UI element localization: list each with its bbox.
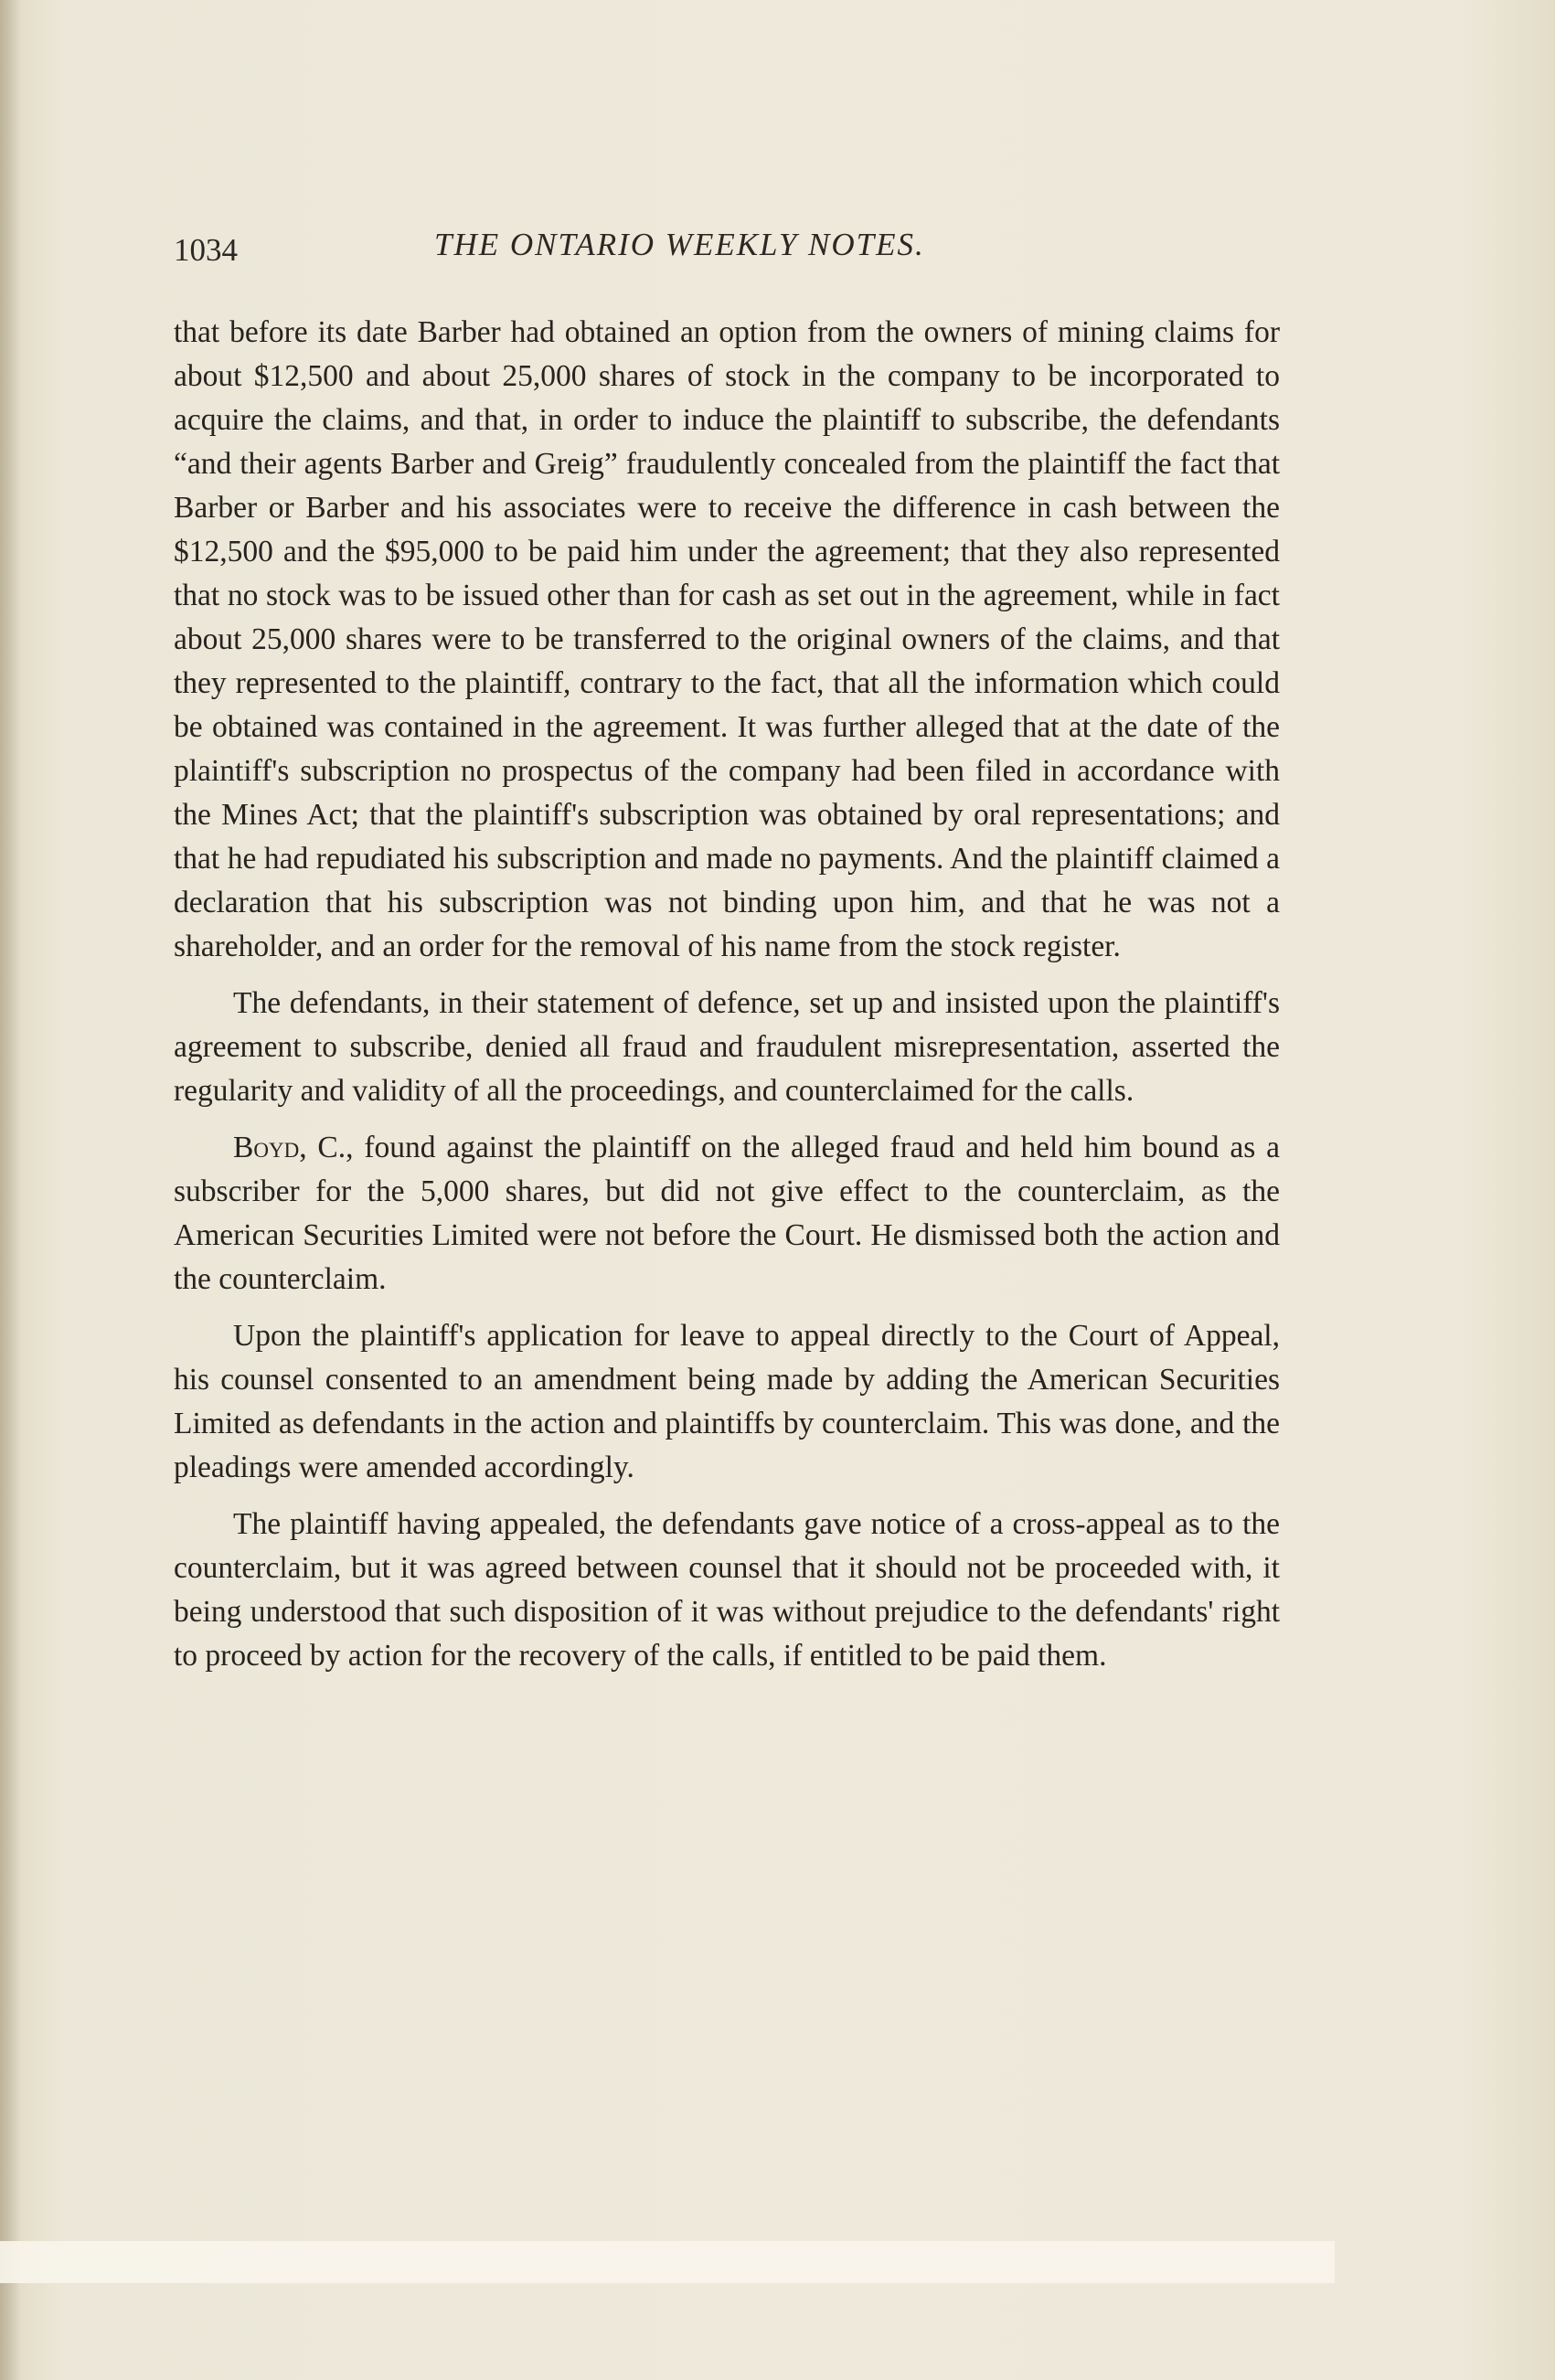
journal-title: THE ONTARIO WEEKLY NOTES. <box>434 227 925 262</box>
body-text <box>174 311 1280 1691</box>
paragraph-1: that before its date Barber had obtained an option from the owners of mining claims for about $12,500 and about 25,000 shares of stock in the company to be incorporated to acquire the claims, and that, in order to induce the plaintiff to subscribe, the defendants “and their agents Barber and Greig” fraudulently concealed from the plaintiff the fact that Barber or Barber and his associates were to receive the difference in cash between the $12,500 and the $95,000 to be paid him under the agreement; that they also represented that no stock was to be issued other than for cash as set out in the agreement, while in fact about 25,000 shares were to be transferred to the original owners of the claims, and that they represented to the plaintiff, contrary to the fact, that all the information which could be obtained was contained in the agreement. It was further alleged that at the date of the plaintiff's subscription no prospectus of the company had been filed in accordance with the Mines Act; that the plaintiff's subscription was obtained by oral representations; and that he had repudiated his subscription and made no payments. And the plaintiff claimed a declaration that his subscription was not binding upon him, and that he was not a shareholder, and an order for the removal of his name from the stock register. <box>174 315 1280 963</box>
page-number: 1034 <box>174 232 238 268</box>
paragraph-2: The defendants, in their statement of defence, set up and insisted upon the plaintiff's agreement to subscribe, denied all fraud and fraudulent misrepresentation, asserted the regularity and validity of all the proceedings, and counterclaimed for the calls. <box>174 986 1280 1108</box>
running-head <box>174 219 1280 274</box>
paper-strip <box>0 2241 1335 2283</box>
paragraph-3 <box>174 1126 1280 1302</box>
paragraph-4: Upon the plaintiff's application for leave to appeal directly to the Court of Appeal, his counsel consented to an amendment being made by adding the American Securities Limited as defendants in the action and plaintiffs by counterclaim. This was done, and the pleadings were amended accordingly. <box>174 1319 1280 1484</box>
judge-name: Boyd <box>233 1131 300 1164</box>
binding-shadow <box>0 0 20 2380</box>
paragraph-3-text: , C., found against the plaintiff on the alleged fraud and held him bound as a subscriber for the 5,000 shares, but did not give effect to the counterclaim, as the American Securities Limited were not before the Court. He dismissed both the action and the counterclaim. <box>174 1131 1280 1296</box>
paragraph-5: The plaintiff having appealed, the defendants gave notice of a cross-appeal as to the counterclaim, but it was agreed between counsel that it should not be proceeded with, it being understood that such disposition of it was without prejudice to the defendants' right to proceed by action for the recovery of the calls, if entitled to be paid them. <box>174 1507 1280 1673</box>
